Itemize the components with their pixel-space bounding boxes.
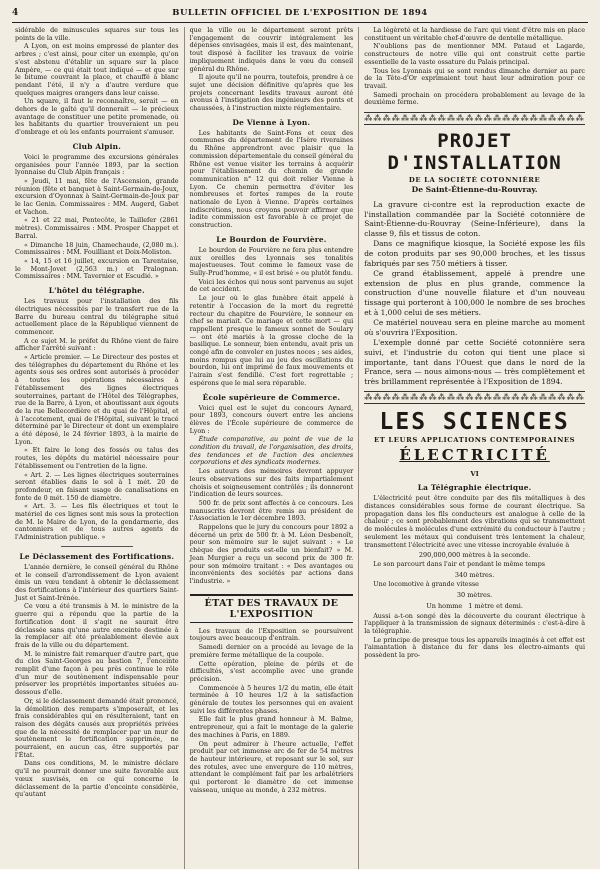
- paragraph: Ce grand établissement, appelé à prendre une extension de plus en plus grande, commence la construction d'une nouvelle filature et d'un nouveau tissage qui porteront à 100,000 le nombre de ses broches et à 1,000 celui de ses métiers.: [364, 269, 585, 317]
- paragraph: Les travaux de l'Exposition se poursuivent toujours avec beaucoup d'entrain.: [189, 626, 354, 643]
- man-speed-row: [364, 602, 585, 610]
- paragraph: Le son parcourt dans l'air et pendant le même temps: [373, 560, 546, 569]
- paragraph: A Lyon, on est moins empressé de planter des arbres ; c'est ainsi, pour citer un exemple, qu'on s'est abstenu d'établir un square sur la place Ampère, — ce qui était tout indiqué — et que sur le bitume couvrant la place, et chauffé à blanc pendant l'été, il n'y a d'autre verdure que quelques maigres orangers dans leur caisse.: [15, 42, 179, 97]
- ornament-divider: ⁂⁂⁂⁂⁂⁂⁂⁂⁂⁂⁂⁂⁂⁂⁂⁂⁂⁂⁂⁂⁂⁂⁂⁂: [364, 114, 585, 124]
- paragraph: « Jeudi, 11 mai, fête de l'Ascension, grande réunion (fête et banquet à Saint-Germain-de-Joux, excursion d'Oyonnax à Saint-Germain-de-Joux par le lac Genin. Commissaires : MM. Augerd, Gabet et Vachon.: [15, 176, 179, 216]
- paragraph: Dans ces conditions, M. le ministre déclare qu'il ne pourrait donner une suite favorable aux vœux susvisés, en ce qui concerne le déclassement de la partie d'enceinte considérée, qu'autant: [15, 759, 179, 799]
- column-3: [358, 27, 590, 869]
- paragraph: Rappelons que le jury du concours pour 1892 a décerné un prix de 500 fr. à M. Léon Desbenoît, pour son mémoire sur le sujet suivant : « Le chèque des produits est-elle un bienfait? » M. Jean Murgier a reçu un second prix de 300 fr. pour son mémoire traitant : « Des avantages ou inconvénients des sociétés par actions dans l'industrie. »: [189, 523, 354, 585]
- paragraph: « 14, 15 et 16 juillet, excursion en Tarentaise, le Mont-Jovet (2,563 m.) et Pralognan. Commissaires : MM. Tavernier et Escudié. »: [15, 256, 179, 281]
- paragraph: « Et faire le long des fossés ou talus des routes, les dépôts du matériel nécessaire pour l'établissement ou l'entretien de la ligne.: [15, 446, 179, 470]
- section-heading-club-alpin: Club Alpin.: [72, 141, 122, 151]
- paragraph: Cette opération, pleine de périls et de difficultés, s'est accomplie avec une grande précision.: [189, 659, 354, 683]
- paragraph: 500 fr. de prix sont affectés à ce concours. Les manuscrits devront être remis au président de l'Association le 1er décembre 1893.: [189, 498, 354, 523]
- divider: [61, 546, 133, 547]
- paragraph: Or, si le déclassement demandé était prononcé, la démolition des remparts s'imposerait, et les frais considérables qui en résulteraient, tant en raison des dégâts causés aux propriétés privées que de la nécessité de remplacer par un mur de soutènement le fortification supprimée, ne pourraient, en aucun cas, être supportés par l'État.: [15, 696, 179, 759]
- paragraph: Il ajoute qu'il ne pourra, toutefois, prendre à ce sujet une décision définitive qu'après que les projets concernant lesdits travaux auront été avonus à l'instigation des ingénieurs des ponts et chaussées, à l'instruction mixte réglementaire.: [189, 73, 354, 113]
- paragraph: sidérable de minuscules squares sur tous les points de la ville.: [15, 26, 179, 42]
- paragraph: « Art. 3. — Les fils électriques et tout le matériel de ces lignes sont mis sous la protection de M. le Maire de Lyon, de la gendarmerie, des cantonniers et de tous autres agents de l'Administration publique. »: [15, 502, 179, 542]
- paragraph: « Art. 2. — Les lignes électriques souterraines seront établies dans le sol à 1 mét. 20 de profondeur, en faisant usage de canalisations en fonte de 0 mét. 150 de diamètre.: [15, 470, 179, 502]
- paragraph: Elle fait le plus grand honneur à M. Balme, entrepreneur, qui a fait le montage de la galerie des machines à Paris, en 1889.: [189, 715, 354, 739]
- page-number: 4: [12, 8, 19, 18]
- ornament-divider: ⁂⁂⁂⁂⁂⁂⁂⁂⁂⁂⁂⁂⁂⁂⁂⁂⁂⁂⁂⁂⁂⁂⁂⁂: [364, 393, 585, 403]
- projet-title: PROJET D'INSTALLATION: [387, 130, 562, 175]
- section-heading-telegraphe: L'hôtel du télégraphe.: [48, 286, 145, 296]
- paragraph: On peut admirer à l'heure actuelle, l'effet produit par cet immense arc de fer de 54 mètres de hauteur intérieure, et reposant sur le sol, sur des rotules, avec une envergure de 110 mètres, attendant le complément fait par les arbalétriers qui porteront le diamètre de cet immense vaisseau, unique au monde, à 232 mètres.: [189, 739, 354, 794]
- running-head: [12, 6, 588, 23]
- column-2: [184, 27, 359, 869]
- paragraph: L'électricité peut être conduite par des fils métalliques à des distances considérables sous forme de courant électrique. Sa propagation dans les fils conducteurs est analogue à celle de la chaleur ; ce sont probablement des vibrations qui se transmettent de molécules à molécules d'une extrémité du conducteur à l'autre ; seulement les métaux qui conduisent très lentement la chaleur, transmettent l'électricité avec une vitesse incroyable évaluée à: [364, 494, 585, 549]
- paragraph: Samedi prochain on procédera probablement au levage de la deuxième ferme.: [364, 90, 585, 107]
- section-heading-ecole: École supérieure de Commerce.: [202, 392, 341, 402]
- section-number: VI: [470, 470, 479, 479]
- paragraph: que la ville ou le département seront prêts l'engagement de couvrir intégralement les dépenses envisagées, mais il est, dès maintenant, tout disposé à faciliter les travaux de voirie impliquement indiqués dans le vœu du conseil général du Rhône.: [189, 26, 354, 73]
- section-heading-telegraphie: La Télégraphie électrique.: [417, 483, 532, 493]
- paragraph: Aussi a-t-on songé dès la découverte du courant électrique à l'appliquer à la transmission de signaux déterminés : c'est-à-dire à la télégraphie.: [364, 611, 585, 636]
- sciences-subtitle: ET LEURS APPLICATIONS CONTEMPORAINES: [374, 436, 576, 445]
- paragraph: L'exemple donné par cette Société cotonnière sera suivi, et l'industrie du coton qui tient une place si importante, tant dans l'Ouest que dans le nord de la France, sera — nous aimons-nous — très complètement et très brillamment représentée à l'Exposition de 1894.: [364, 338, 585, 386]
- paragraph: Voici les échos qui nous sont parvenus au sujet de cet accident.: [189, 277, 354, 294]
- paragraph: Le principe de presque tous les appareils imaginés à cet effet est l'aimantation à distance du fer dans les électro-aimants qui possèdent la pro-: [364, 635, 585, 660]
- column-1: [10, 27, 184, 869]
- paragraph: Voici quel est le sujet du concours Aynard, pour 1893, concours ouvert entre les anciens élèves de l'École supérieure de commerce de Lyon :: [189, 403, 354, 435]
- paragraph: A ce sujet M. le préfet du Rhône vient de faire afficher l'arrêté suivant :: [15, 336, 179, 353]
- paragraph: Voici le programme des excursions générales organisées pour l'année 1893, par la section lyonnaise du Club Alpin français :: [15, 152, 179, 177]
- section-heading-fortifications: Le Déclassement des Fortifications.: [19, 551, 175, 561]
- paragraph: Les habitants de Saint-Fons et ceux des communes du département de l'Isère riveraines du Rhône apprendront avec plaisir que la commission départementale du conseil général du Rhône est venue visiter les terrains à acquérir pour l'établissement du chemin de grande communication n° 12 qui doit relier Vienne à Lyon. Ce chemin permettra d'éviter les nombreuses et fortes rampes de la route nationale de Lyon à Vienne. D'après certaines indiscrétions, nous croyons pouvoir affirmer que ladite commission est favorable à ce projet de construction.: [189, 128, 354, 230]
- paragraph: La légèreté et la hardiesse de l'arc qui vient d'être mis en place constituent un véritable chef-d'œuvre de dentelle métallique.: [364, 26, 585, 42]
- sciences-title: LES SCIENCES: [379, 409, 570, 436]
- locomotive-figure: 30 mètres.: [456, 590, 493, 599]
- paragraph: Les auteurs des mémoires devront appuyer leurs observations sur des faits impartialement choisis et soigneusement contrôlés ; ils donneront l'indication de leurs sources.: [189, 467, 354, 499]
- paragraph: Ce vœu a été transmis à M. le ministre de la guerre qui a répondu que la partie de la fortification dont il s'agit ne saurait être déclassée sans qu'une autre enceinte destinée à la remplacer ait été préalablement élevée aux frais de la ville ou du département.: [15, 602, 179, 649]
- paragraph: L'année dernière, le conseil général du Rhône et le conseil d'arrondissement de Lyon avaient émis un vœu tendant à obtenir le déclassement des fortifications à l'intérieur des quartiers Saint-Just et Saint-Irénée.: [15, 562, 179, 602]
- paragraph: Dans ce magnifique kiosque, la Société expose les fils de coton produits par ses 90,000 broches, et les tissus fabriqués par ses 750 métiers à tisser.: [364, 239, 585, 268]
- paragraph: Ce matériel nouveau sera en pleine marche au moment où s'ouvrira l'Exposition.: [364, 318, 585, 337]
- paragraph: Tous les Lyonnais qui se sont rendus dimanche dernier au parc de la Tête-d'Or exprimaient tout haut leur admiration pour ce travail.: [364, 66, 585, 90]
- sound-figure: 340 mètres.: [454, 570, 495, 579]
- section-heading-etat-travaux: ÉTAT DES TRAVAUX DE L'EXPOSITION: [190, 594, 354, 623]
- paragraph: Commencée à 5 heures 1/2 du matin, elle était terminée à 10 heures 1/2 à la satisfaction générale de toutes les personnes qui en avaient suivi les différentes phases.: [189, 683, 354, 715]
- paragraph-italic: Étude comparative, au point de vue de la condition du travail, de l'organisation, des droits, des tendances et de l'action des anciennes corporations et des syndicats modernes.: [189, 435, 354, 467]
- paragraph: « Dimanche 18 juin, Chamechaude, (2,080 m.). Commissaires : MM. Fouilliant et Doix-Moliston.: [15, 240, 179, 257]
- man-figure: 1 mètre et demi.: [468, 601, 523, 610]
- paragraph: Le jour où le glas funèbre était appelé à retentir à l'occasion de la mort du regretté recteur du chapitre de Fourvière, le sonneur en chef se mariait. Ce mariage et cette mort — qui rappellent presque le fameux sonnet de Soulary — ont été mariés à la grosse cloche de la basilique. Le sonneur, bien entendu, avait pris un congé afin de convoler en justes noces ; ses aides, moins rompus que lui au jeu des oscillations du bourdon, lui ont imprimé de faux mouvements et l'airain s'est fendillé. C'est fort regrettable ; espérons que le mal sera réparable.: [189, 294, 354, 387]
- section-heading-bourdon: Le Bourdon de Fourvière.: [216, 234, 327, 244]
- speed-figure: 290,000,000 mètres à la seconde.: [418, 551, 531, 560]
- section-heading-vienne: De Vienne à Lyon.: [232, 117, 311, 127]
- electricite-heading: ÉLECTRICITÉ: [399, 446, 550, 465]
- projet-subtitle: DE LA SOCIÉTÉ COTONNIÈRE: [408, 176, 541, 185]
- paragraph: « Article premier. — Le Directeur des postes et des télégraphes du département du Rhône et les agents sous ses ordres sont autorisés à procéder à toutes les opérations nécessaires à l'établissement des lignes électriques souterraines, partant de l'Hôtel des Télégraphes, rue de la Barre, à Lyon, et aboutissant aux égouts de la rue Bellecordière et du quai de l'Hôpital, et à l'accotement, quai de l'Hôpital, suivant le tracé déterminé par le Directeur et dont un exemplaire a été déposé, le 24 février 1893, à la mairie de Lyon.: [15, 353, 179, 446]
- paragraph: Une locomotive à grande vitesse: [373, 579, 479, 588]
- paragraph: M. le ministre fait remarquer d'autre part, que du clos Saint-Georges au bastion 7, l'enceinte remplit d'une façon à peu près continue le rôle d'un mur de soutènement indispensable pour préserver les propriétés importantes situées au-dessous d'elle.: [15, 649, 179, 697]
- man-label: Un homme: [426, 601, 463, 610]
- paragraph: N'oublions pas de mentionner MM. Pataud et Lagarde, constructeurs de notre ville qui ont construit cette partie essentielle de la vaste ossature du Palais principal.: [364, 42, 585, 66]
- paragraph: Un square, il faut le reconnaître, serait — en dehors de le gaîté qu'il donnerait — le précieux avantage de constituer une petite promenade, où les habitants du quartier trouveraient un peu d'ombrage et où les enfants pourraient s'amuser.: [15, 97, 179, 137]
- paragraph: Le bourdon de Fourvière ne fera plus entendre aux oreilles des Lyonnais ses tonalités majestueuses. Tout comme le fameux vase de Sully-Prud'homme, « il est brisé » ou plutôt fendu.: [189, 245, 354, 277]
- bulletin-title: BULLETIN OFFICIEL DE L'EXPOSITION DE 1894: [172, 8, 428, 18]
- projet-subtitle-location: De Saint-Étienne-du-Rouvray.: [411, 185, 538, 195]
- paragraph: Les travaux pour l'installation des fils électriques nécessités par le transfert rue de la Barre du bureau central du télégraphe situé actuellement place de la République viennent de commencer.: [15, 297, 179, 336]
- paragraph: La gravure ci-contre est la reproduction exacte de l'installation commandée par la Société cotonnière de Saint-Étienne-du-Rouvray (Seine-Inférieure), dans la classe 9, fils et tissus de coton.: [364, 200, 585, 238]
- paragraph: « 21 et 22 mai, Pentecôte, le Taillefer (2861 mètres). Commissaires : MM. Prosper Chappet et Barral.: [15, 216, 179, 240]
- paragraph: Samedi dernier on a procédé au levage de la première ferme métallique de la coupole.: [189, 643, 354, 659]
